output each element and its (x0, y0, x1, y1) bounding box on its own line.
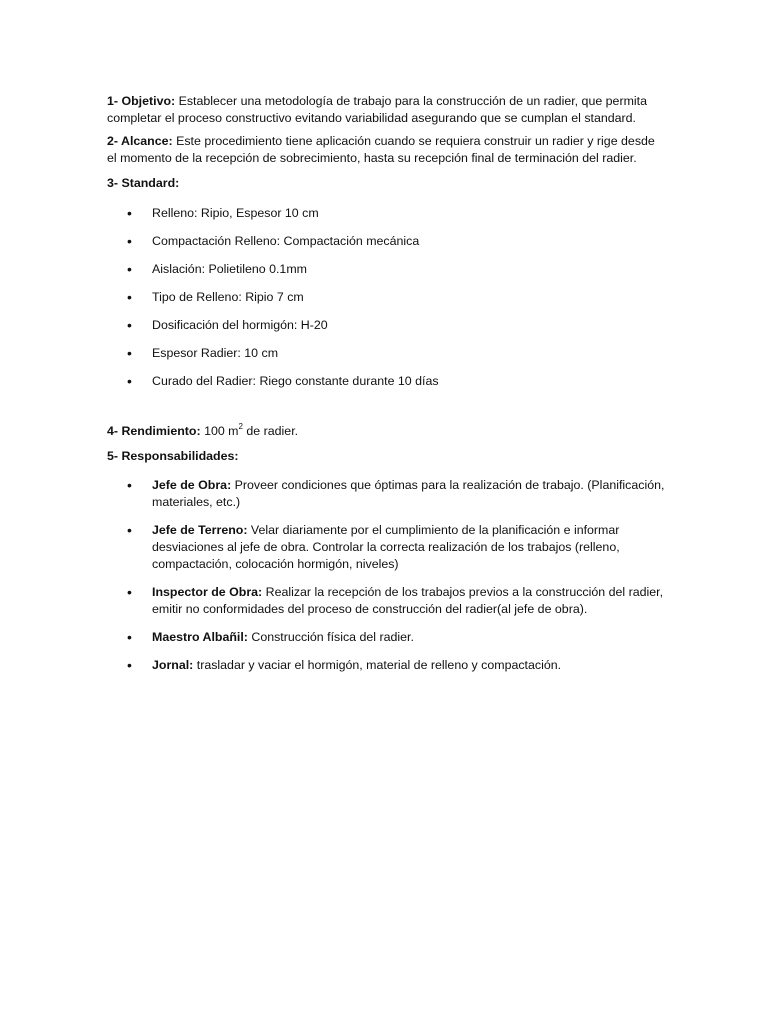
alcance-text: Este procedimiento tiene aplicación cuando se requiera construir un radier y rige desde el momento de la recepción de sobrecimiento, hasta su recepción final de terminación del radier. (107, 134, 655, 165)
list-item (107, 205, 667, 222)
bullet-icon: • (127, 205, 132, 221)
standard-item: Dosificación del hormigón: H-20 (152, 318, 328, 332)
rendimiento-suffix: de radier. (242, 424, 299, 438)
alcance-paragraph (107, 133, 667, 167)
standard-item: Curado del Radier: Riego constante durante 10 días (152, 374, 439, 388)
standard-item: Compactación Relleno: Compactación mecánica (152, 234, 420, 248)
list-item (107, 317, 667, 334)
rendimiento-unit-superscript: 2 (238, 422, 243, 431)
alcance-label: 2- Alcance: (107, 134, 173, 148)
standard-item: Espesor Radier: 10 cm (152, 346, 279, 360)
responsabilidades-heading: 5- Responsabilidades: (107, 449, 239, 463)
role-text: Velar diariamente por el cumplimiento de la planificación e informar desviaciones al jefe de obra. Controlar la correcta realización de los trabajos (relleno, compactación, colocación hormigón, niveles) (152, 523, 620, 571)
list-item (107, 233, 667, 250)
role-label: Maestro Albañil: (152, 630, 248, 644)
list-item (107, 261, 667, 278)
bullet-icon: • (127, 289, 132, 305)
role-text: trasladar y vaciar el hormigón, material de relleno y compactación. (193, 658, 562, 672)
bullet-icon: • (127, 261, 132, 277)
objetivo-paragraph (107, 93, 667, 127)
bullet-icon: • (127, 233, 132, 249)
bullet-icon: • (127, 345, 132, 361)
list-item (107, 345, 667, 362)
role-label: Jornal: (152, 658, 194, 672)
responsabilidades-list (107, 477, 667, 674)
role-label: Jefe de Obra: (152, 478, 232, 492)
list-item (107, 522, 667, 573)
role-text: Proveer condiciones que óptimas para la realización de trabajo. (Planificación, materiales, etc.) (152, 478, 665, 509)
bullet-icon: • (127, 657, 132, 673)
rendimiento-label: 4- Rendimiento: (107, 424, 201, 438)
spacer (107, 401, 667, 423)
bullet-icon: • (127, 317, 132, 333)
rendimiento-paragraph (107, 423, 667, 440)
rendimiento-value: 100 m (200, 424, 239, 438)
bullet-icon: • (127, 522, 132, 538)
list-item (107, 373, 667, 390)
role-label: Jefe de Terreno: (152, 523, 248, 537)
role-label: Inspector de Obra: (152, 585, 263, 599)
objetivo-label: 1- Objetivo: (107, 94, 176, 108)
role-text: Realizar la recepción de los trabajos previos a la construcción del radier, emitir no conformidades del proceso de construcción del radier(al jefe de obra). (152, 585, 664, 616)
objetivo-text: Establecer una metodología de trabajo para la construcción de un radier, que permita completar el proceso constructivo evitando variabilidad asegurando que se cumplan el standard. (107, 94, 647, 125)
list-item (107, 657, 667, 674)
role-text: Construcción física del radier. (247, 630, 414, 644)
list-item (107, 289, 667, 306)
list-item (107, 629, 667, 646)
standard-heading: 3- Standard: (107, 176, 180, 190)
bullet-icon: • (127, 477, 132, 493)
standard-item: Aislación: Polietileno 0.1mm (152, 262, 307, 276)
standard-list (107, 205, 667, 390)
bullet-icon: • (127, 584, 132, 600)
standard-item: Tipo de Relleno: Ripio 7 cm (152, 290, 304, 304)
list-item (107, 584, 667, 618)
standard-item: Relleno: Ripio, Espesor 10 cm (152, 206, 319, 220)
document-body (107, 93, 667, 685)
bullet-icon: • (127, 373, 132, 389)
list-item (107, 477, 667, 511)
bullet-icon: • (127, 629, 132, 645)
